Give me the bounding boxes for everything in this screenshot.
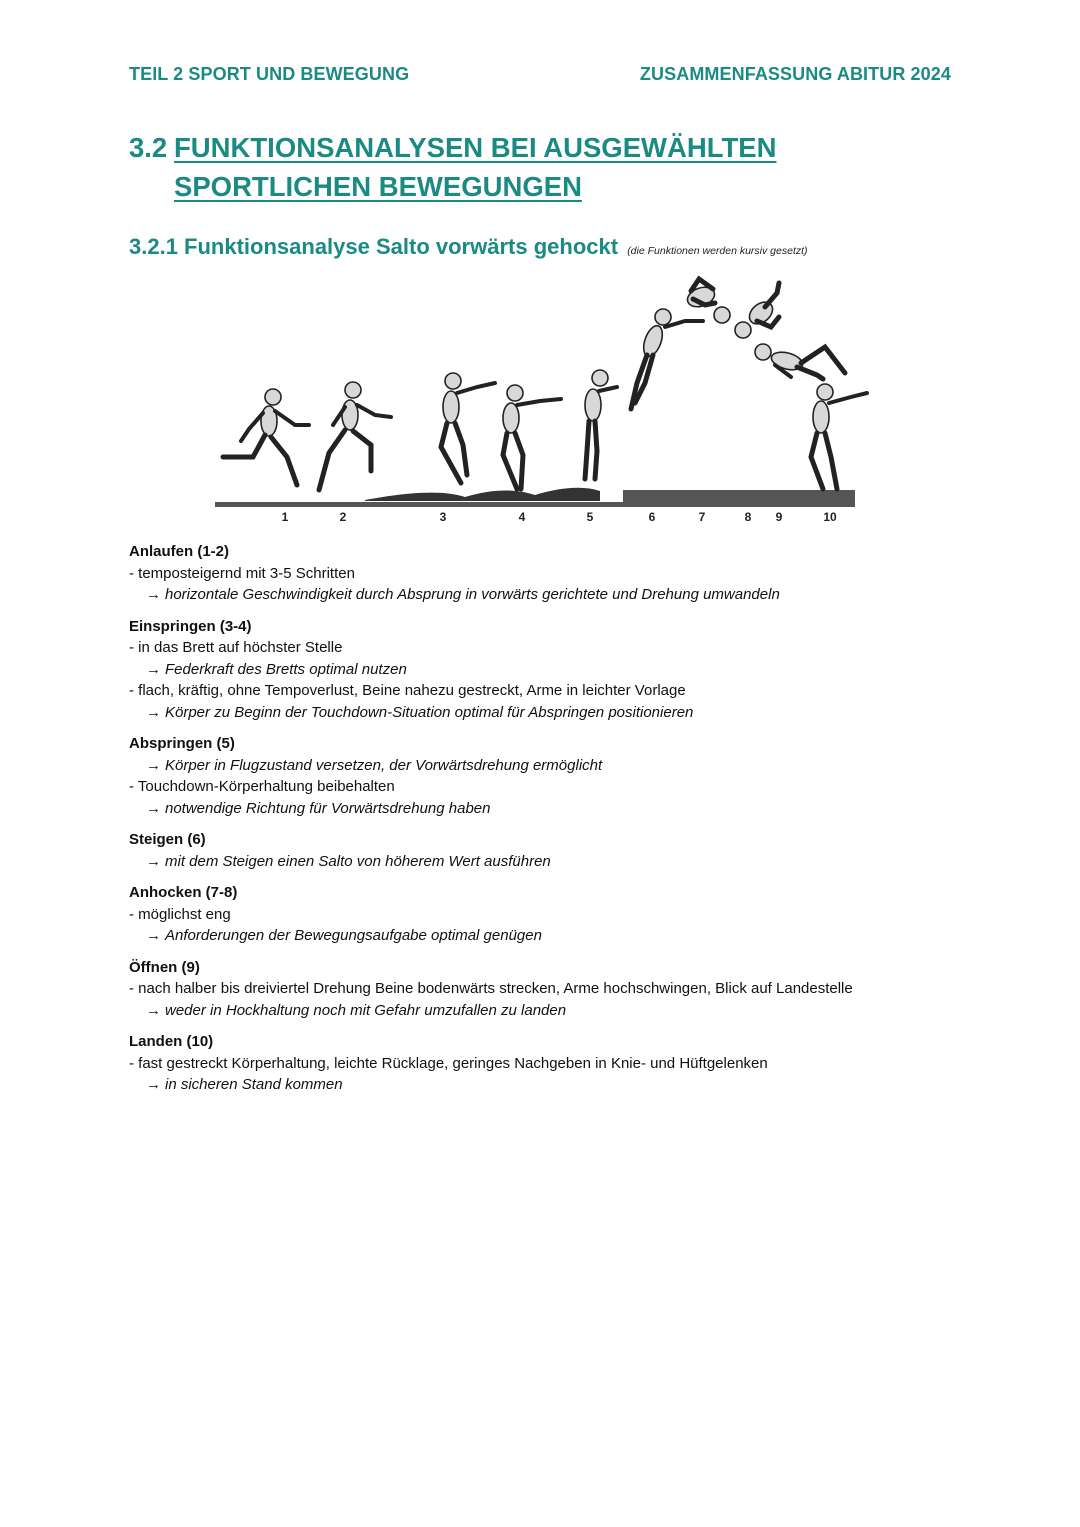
section-title: Landen (10) <box>129 1033 214 1050</box>
function-line <box>129 798 969 820</box>
figure-6 <box>631 309 703 409</box>
bullet-line: - fast gestreckt Körperhaltung, leichte Rücklage, geringes Nachgeben in Knie- und Hüftgelenken <box>129 1054 768 1072</box>
function-line <box>129 851 969 873</box>
analysis-content <box>129 541 969 1106</box>
arrow-icon: → <box>146 660 161 678</box>
subsection-note: (die Funktionen werden kursiv gesetzt) <box>627 245 808 257</box>
salto-sequence-drawing <box>205 275 885 530</box>
arrow-icon: → <box>146 1076 161 1093</box>
function-line <box>129 755 969 777</box>
function-text: Körper in Flugzustand versetzen, der Vorwärtsdrehung ermöglicht <box>165 756 603 774</box>
springboard <box>365 488 600 501</box>
figure-label: 2 <box>339 510 347 524</box>
figure-7 <box>685 279 730 323</box>
section-title: Einspringen (3-4) <box>129 617 252 635</box>
bullet-line: - in das Brett auf höchster Stelle <box>129 639 343 656</box>
figure-label: 1 <box>281 510 289 524</box>
figure-4 <box>503 385 561 489</box>
figure-8 <box>735 283 779 338</box>
figure-label: 7 <box>698 510 706 524</box>
figure-label: 8 <box>744 510 752 524</box>
analysis-section <box>129 882 969 947</box>
function-text: horizontale Geschwindigkeit durch Absprung in vorwärts gerichtete und Drehung umwandeln <box>165 586 780 603</box>
analysis-section <box>129 957 969 1022</box>
function-text: Anforderungen der Bewegungsaufgabe optimal genügen <box>165 927 542 944</box>
function-text: in sicheren Stand kommen <box>165 1076 343 1093</box>
function-text: notwendige Richtung für Vorwärtsdrehung haben <box>165 799 491 817</box>
figure-10 <box>811 384 867 489</box>
figure-label: 3 <box>439 510 447 524</box>
arrow-icon: → <box>146 799 161 817</box>
bullet-line: - nach halber bis dreiviertel Drehung Beine bodenwärts strecken, Arme hochschwingen, Blick auf Landestelle <box>129 980 853 997</box>
analysis-section <box>129 616 969 724</box>
section-title: Öffnen (9) <box>129 958 200 976</box>
arrow-icon: → <box>146 756 161 774</box>
function-line <box>129 1074 969 1096</box>
page-header <box>129 64 951 85</box>
landing-mat <box>623 490 855 503</box>
function-line <box>129 702 969 724</box>
figure-9 <box>755 344 845 379</box>
chapter-number: 3.2 <box>129 132 168 163</box>
function-text: mit dem Steigen einen Salto von höherem Wert ausführen <box>165 852 551 870</box>
subsection-title: 3.2.1 Funktionsanalyse Salto vorwärts gehockt <box>129 234 619 259</box>
header-left: TEIL 2 SPORT UND BEWEGUNG <box>129 64 410 84</box>
figure-label: 5 <box>586 510 594 524</box>
chapter-title: FUNKTIONSANALYSEN BEI AUSGEWÄHLTEN SPORTLICHEN BEWEGUNGEN <box>174 132 777 202</box>
figure-label: 6 <box>648 510 656 524</box>
function-line <box>129 925 969 947</box>
figure-label: 10 <box>823 510 837 524</box>
section-title: Abspringen (5) <box>129 735 235 752</box>
section-title: Anlaufen (1-2) <box>129 543 230 560</box>
function-text: Körper zu Beginn der Touchdown-Situation optimal für Abspringen positionieren <box>165 703 694 721</box>
function-line <box>129 659 969 681</box>
figure-5 <box>585 370 617 479</box>
arrow-icon: → <box>146 927 161 944</box>
header-right: ZUSAMMENFASSUNG ABITUR 2024 <box>639 64 951 84</box>
bullet-line: - flach, kräftig, ohne Tempoverlust, Beine nahezu gestreckt, Arme in leichter Vorlage <box>129 682 686 699</box>
function-text: weder in Hockhaltung noch mit Gefahr umzufallen zu landen <box>165 1001 567 1019</box>
analysis-section <box>129 733 969 819</box>
function-line <box>129 584 969 606</box>
bullet-line: - Touchdown-Körperhaltung beibehalten <box>129 778 395 795</box>
chapter-heading <box>129 128 959 206</box>
analysis-section <box>129 541 969 606</box>
analysis-section <box>129 1031 969 1096</box>
function-text: Federkraft des Bretts optimal nutzen <box>165 660 407 678</box>
figure-1 <box>223 389 309 485</box>
bullet-line: - möglichst eng <box>129 905 231 923</box>
figure-label: 4 <box>518 510 526 524</box>
figure-label: 9 <box>775 510 783 524</box>
analysis-section <box>129 829 969 872</box>
function-line <box>129 1000 969 1022</box>
arrow-icon: → <box>146 1001 161 1019</box>
figure-2 <box>319 382 391 490</box>
section-title: Steigen (6) <box>129 831 206 848</box>
arrow-icon: → <box>146 586 161 603</box>
figure-3 <box>441 373 495 483</box>
bullet-line: - temposteigernd mit 3-5 Schritten <box>129 564 355 582</box>
subsection-heading <box>129 234 989 260</box>
section-title: Anhocken (7-8) <box>129 884 238 901</box>
arrow-icon: → <box>146 852 161 870</box>
salto-sequence-figure <box>205 275 885 530</box>
arrow-icon: → <box>146 703 161 721</box>
